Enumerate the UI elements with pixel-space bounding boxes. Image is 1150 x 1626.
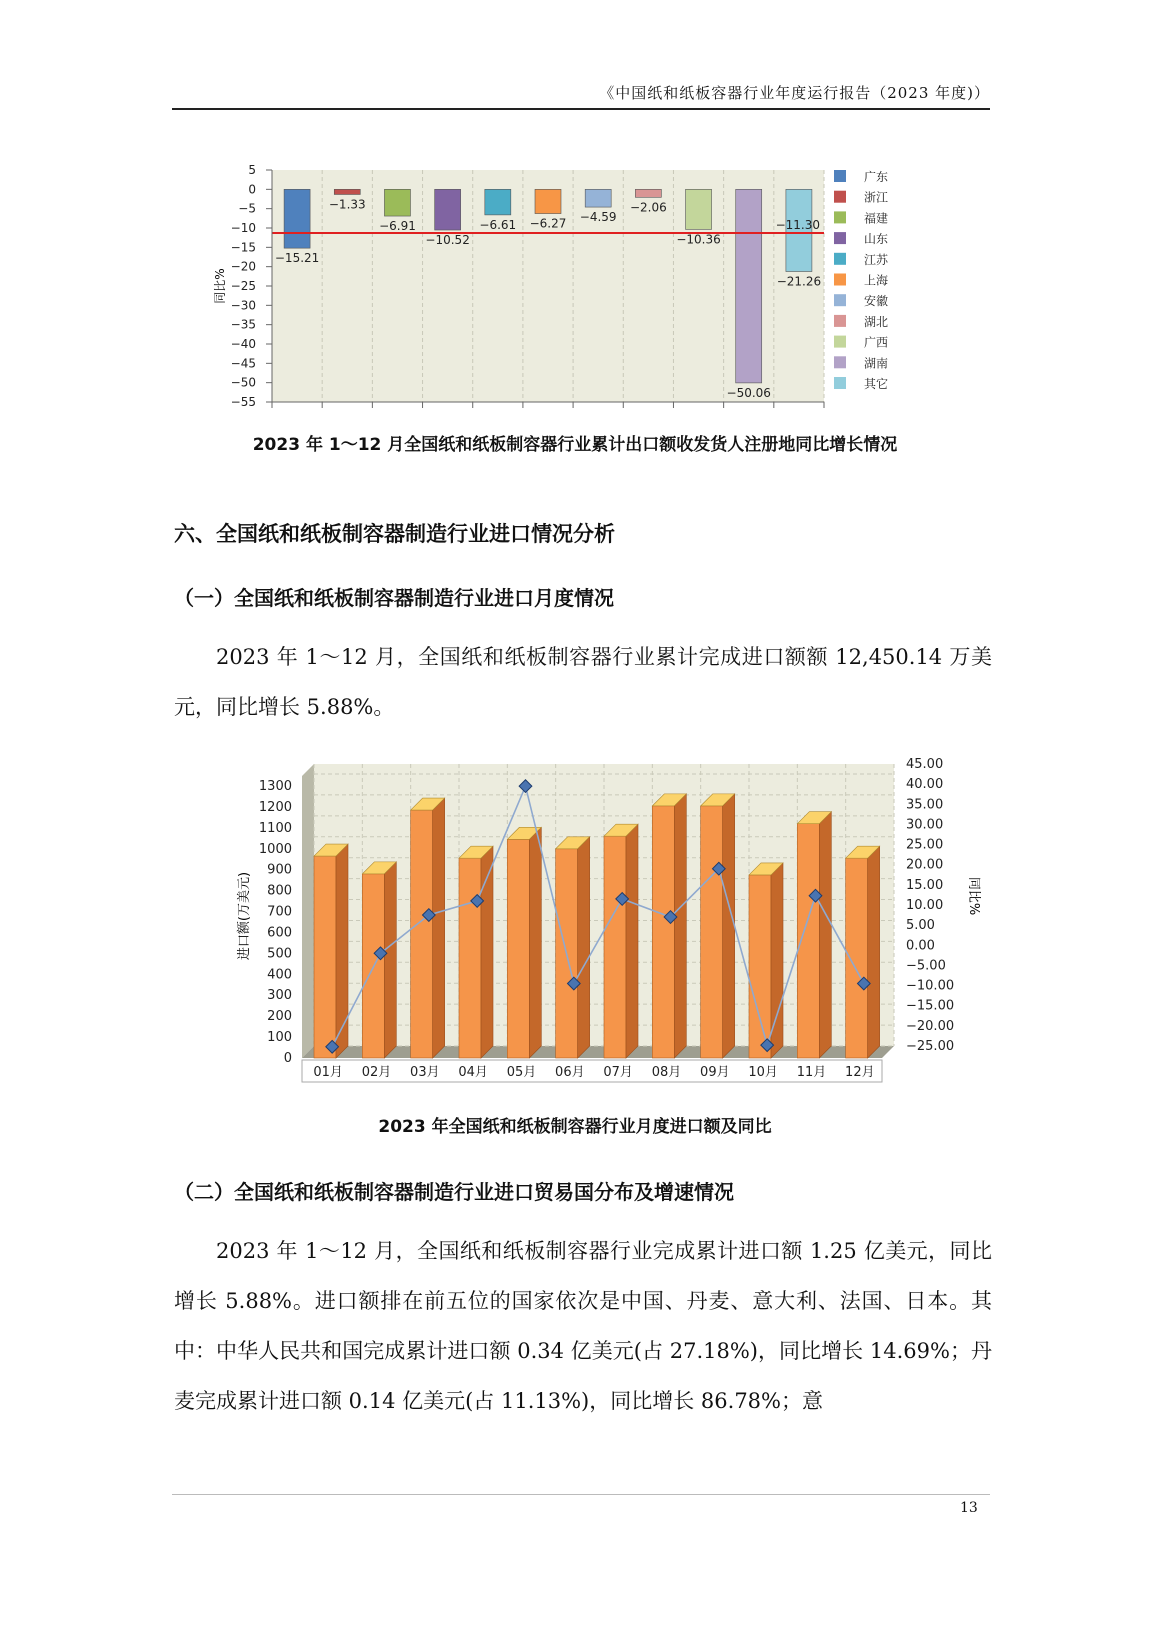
chart1-legend-swatch bbox=[834, 315, 846, 327]
chart2-xtick-label: 04月 bbox=[458, 1065, 488, 1080]
chart1-legend-label: 福建 bbox=[864, 211, 889, 226]
page-number: 13 bbox=[960, 1500, 978, 1516]
chart1-bar bbox=[435, 189, 461, 230]
subsection-title-2: （二）全国纸和纸板制容器制造行业进口贸易国分布及增速情况 bbox=[174, 1180, 734, 1204]
chart1-bar bbox=[485, 189, 511, 215]
chart1-ytick-label: −50 bbox=[230, 375, 256, 390]
chart1-legend-label: 其它 bbox=[864, 377, 889, 391]
chart2-y2tick-label: −10.00 bbox=[906, 978, 955, 994]
chart2-y2tick-label: −15.00 bbox=[906, 998, 955, 1014]
chart2-ytick-label: 400 bbox=[267, 967, 292, 983]
chart2-bar bbox=[411, 798, 445, 1058]
chart2-bar bbox=[749, 863, 783, 1058]
chart2-xtick-label: 01月 bbox=[313, 1065, 343, 1080]
chart1-ytick-label: −40 bbox=[230, 337, 256, 351]
chart1-average-label: −11.30 bbox=[775, 218, 820, 233]
chart2-y2tick-label: 40.00 bbox=[906, 777, 944, 793]
chart2-xtick-label: 03月 bbox=[410, 1065, 440, 1080]
chart1-legend-label: 广东 bbox=[864, 170, 889, 184]
paragraph-1: 2023 年 1～12 月，全国纸和纸板制容器行业累计完成进口额额 12,450.14 万美元，同比增长 5.88%。 bbox=[174, 645, 992, 719]
chart1-data-label: −4.59 bbox=[579, 210, 617, 225]
header-title: 《中国纸和纸板容器行业年度运行报告（2023 年度)） bbox=[599, 84, 990, 102]
chart2-bar bbox=[701, 794, 735, 1058]
chart1-bar bbox=[585, 189, 611, 207]
chart1-data-label: −21.26 bbox=[776, 274, 822, 289]
chart2-y2tick-label: 20.00 bbox=[906, 857, 944, 873]
chart2-bar bbox=[362, 862, 396, 1058]
chart2-y2tick-label: −20.00 bbox=[906, 1018, 955, 1034]
chart2-bar bbox=[846, 846, 880, 1058]
chart2-caption: 2023 年全国纸和纸板制容器行业月度进口额及同比 bbox=[378, 1117, 772, 1137]
chart2-ytick-label: 1200 bbox=[258, 799, 292, 815]
page-header bbox=[172, 80, 990, 110]
chart1-bar bbox=[284, 189, 310, 248]
monthly-import-chart bbox=[230, 746, 1000, 1096]
chart1-legend-swatch bbox=[834, 377, 846, 389]
chart1-ytick-label: −35 bbox=[230, 317, 256, 332]
chart1-data-label: −2.06 bbox=[629, 200, 667, 215]
chart2-bar bbox=[652, 794, 686, 1058]
chart2-xtick-label: 10月 bbox=[748, 1065, 778, 1080]
chart1-legend-label: 江苏 bbox=[864, 252, 889, 267]
chart1-ytick-label: −45 bbox=[230, 356, 256, 371]
chart1-data-label: −10.52 bbox=[425, 233, 470, 248]
chart1-ytick-label: −55 bbox=[230, 395, 256, 409]
chart2-y2tick-label: 0.00 bbox=[906, 938, 935, 954]
chart2-y2tick-label: −25.00 bbox=[906, 1039, 955, 1054]
chart1-legend-swatch bbox=[834, 253, 846, 265]
chart1-ytick-label: 5 bbox=[248, 163, 256, 177]
subsection-title-1: （一）全国纸和纸板制容器制造行业进口月度情况 bbox=[174, 586, 614, 610]
chart2-ytick-label: 700 bbox=[267, 904, 292, 920]
chart2-bar bbox=[604, 824, 638, 1058]
chart1-data-label: −6.61 bbox=[479, 217, 517, 232]
chart1-legend-swatch bbox=[834, 294, 846, 306]
chart2-ytick-label: 300 bbox=[267, 988, 292, 1004]
chart2-y2tick-label: 45.00 bbox=[906, 757, 944, 772]
chart2-y2tick-label: 25.00 bbox=[906, 837, 944, 853]
chart1-ytick-label: −30 bbox=[230, 298, 256, 313]
chart2-ytick-label: 500 bbox=[267, 946, 292, 962]
chart2-xtick-label: 02月 bbox=[361, 1065, 392, 1080]
chart2-ytick-label: 1100 bbox=[258, 820, 292, 836]
paragraph-2: 2023 年 1～12 月，全国纸和纸板制容器行业完成累计进口额 1.25 亿美元，同比增长 5.88%。进口额排在前五位的国家依次是中国、丹麦、意大利、法国、日本。其中：中华人民共和国完成累计进口额 0.34 亿美元(占 27.18%)，同比增长 14.69%；丹麦完成累计进口额 0.14 亿美元(占 11.13%)，同比增长 86.78%；意 bbox=[174, 1239, 992, 1413]
chart1-legend-swatch bbox=[834, 336, 846, 348]
chart2-y2tick-label: 10.00 bbox=[906, 898, 944, 913]
chart2-xtick-label: 07月 bbox=[603, 1065, 633, 1080]
chart2-bar bbox=[556, 837, 590, 1058]
chart1-data-label: −1.33 bbox=[328, 197, 366, 212]
chart1-ylabel: 同比% bbox=[213, 268, 227, 304]
chart1-legend-label: 浙江 bbox=[864, 190, 889, 205]
chart1-data-label: −6.27 bbox=[529, 216, 567, 231]
chart2-bar bbox=[507, 827, 541, 1058]
chart1-data-label: −6.91 bbox=[379, 219, 416, 234]
chart1-bar bbox=[384, 189, 410, 216]
chart2-bar bbox=[459, 846, 493, 1058]
chart2-xtick-label: 06月 bbox=[555, 1065, 585, 1080]
chart1-legend-label: 上海 bbox=[864, 273, 889, 288]
chart1-legend-label: 安徽 bbox=[864, 294, 889, 309]
chart1-legend-swatch bbox=[834, 274, 846, 286]
chart2-ytick-label: 200 bbox=[267, 1009, 292, 1025]
footer-divider bbox=[172, 1494, 990, 1495]
chart1-data-label: −10.36 bbox=[676, 232, 721, 247]
chart2-y2tick-label: 30.00 bbox=[906, 817, 944, 833]
chart2-y2label: 同比% bbox=[966, 876, 981, 916]
chart1-legend-swatch bbox=[834, 170, 846, 182]
chart1-bar bbox=[686, 189, 712, 229]
chart1-ytick-label: −20 bbox=[230, 259, 256, 274]
chart1-legend-label: 湖北 bbox=[864, 314, 889, 329]
chart2-ytick-label: 800 bbox=[267, 883, 292, 899]
chart1-legend-swatch bbox=[834, 211, 846, 223]
chart2-y2tick-label: 35.00 bbox=[906, 797, 944, 813]
chart2-ytick-label: 600 bbox=[267, 925, 292, 941]
chart1-legend-label: 湖南 bbox=[864, 356, 889, 371]
chart2-side-wall bbox=[302, 764, 314, 1058]
chart1-legend-swatch bbox=[834, 191, 846, 203]
chart1-data-label: −15.21 bbox=[274, 251, 320, 266]
chart1-data-label: −50.06 bbox=[726, 385, 771, 400]
chart1-legend-swatch bbox=[834, 356, 846, 368]
chart2-ytick-label: 900 bbox=[267, 862, 292, 878]
chart1-caption: 2023 年 1～12 月全国纸和纸板制容器行业累计出口额收发货人注册地同比增长情况 bbox=[252, 435, 898, 455]
chart1-legend-label: 山东 bbox=[864, 232, 889, 247]
chart1-bar bbox=[535, 189, 561, 213]
chart1-bar bbox=[635, 189, 661, 197]
chart2-ytick-label: 1000 bbox=[258, 841, 292, 857]
chart1-ytick-label: −25 bbox=[230, 279, 256, 293]
chart1-ytick-label: 0 bbox=[248, 182, 256, 197]
chart2-y2tick-label: −5.00 bbox=[906, 958, 946, 974]
chart1-legend-swatch bbox=[834, 232, 846, 244]
chart2-y2tick-label: 15.00 bbox=[906, 877, 944, 893]
export-growth-bar-chart bbox=[200, 162, 920, 418]
chart2-xtick-label: 08月 bbox=[651, 1065, 682, 1080]
chart1-bar bbox=[334, 189, 360, 194]
chart2-xtick-label: 12月 bbox=[845, 1065, 875, 1080]
chart2-xtick-label: 05月 bbox=[506, 1065, 537, 1080]
section-title-6: 六、全国纸和纸板制容器制造行业进口情况分析 bbox=[174, 522, 615, 546]
chart1-bar bbox=[736, 189, 762, 383]
chart1-ytick-label: −10 bbox=[230, 221, 256, 235]
chart2-ytick-label: 100 bbox=[267, 1030, 292, 1046]
chart1-legend-label: 广西 bbox=[864, 335, 889, 350]
chart2-xtick-label: 11月 bbox=[796, 1065, 827, 1080]
chart2-ylabel: 进口额(万美元) bbox=[237, 871, 252, 961]
chart2-ytick-label: 0 bbox=[283, 1051, 292, 1066]
chart1-ytick-label: −15 bbox=[230, 240, 256, 255]
chart1-ytick-label: −5 bbox=[238, 201, 256, 216]
chart2-ytick-label: 1300 bbox=[258, 779, 292, 794]
chart2-xtick-label: 09月 bbox=[700, 1065, 730, 1080]
chart2-y2tick-label: 5.00 bbox=[906, 918, 935, 934]
